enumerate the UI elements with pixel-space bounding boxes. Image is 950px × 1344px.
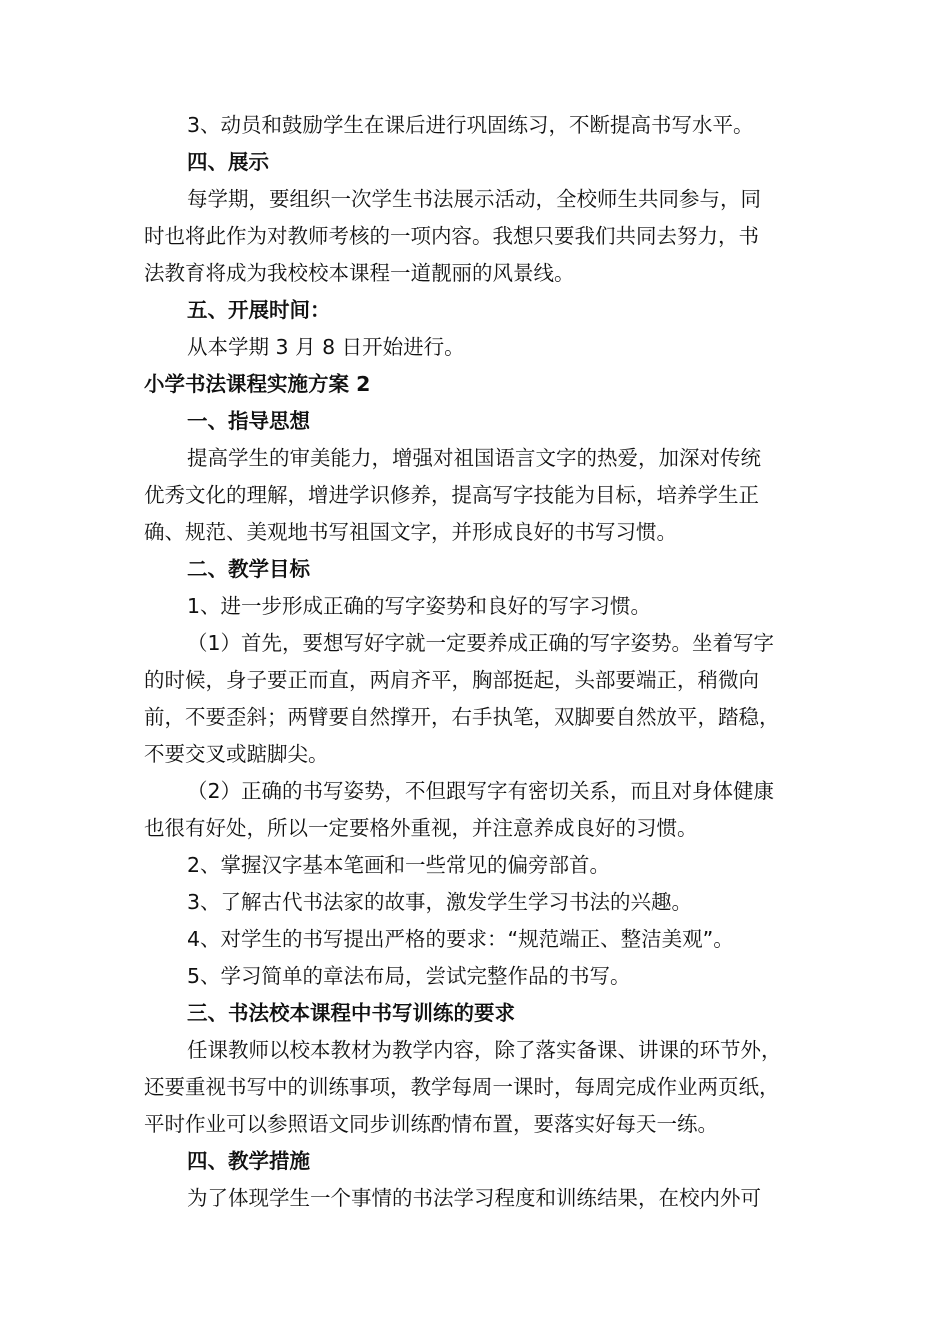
text-line: 任课教师以校本教材为教学内容，除了落实备课、讲课的环节外， [187, 1038, 782, 1062]
section-heading: 一、指导思想 [187, 409, 310, 433]
text-line: 平时作业可以参照语文同步训练酌情布置，要落实好每天一练。 [144, 1112, 718, 1136]
text-line: 不要交叉或踮脚尖。 [144, 742, 329, 766]
document-title: 小学书法课程实施方案 2 [144, 372, 371, 396]
text-line: 2、掌握汉字基本笔画和一些常见的偏旁部首。 [187, 853, 611, 877]
text-line: 也很有好处，所以一定要格外重视，并注意养成良好的习惯。 [144, 816, 698, 840]
text-line: 还要重视书写中的训练事项，教学每周一课时，每周完成作业两页纸， [144, 1075, 780, 1099]
text-line: 确、规范、美观地书写祖国文字，并形成良好的书写习惯。 [144, 520, 677, 544]
text-line: 前，不要歪斜；两臂要自然撑开，右手执笔，双脚要自然放平，踏稳， [144, 705, 780, 729]
section-heading: 三、书法校本课程中书写训练的要求 [187, 1001, 515, 1025]
section-heading: 二、教学目标 [187, 557, 310, 581]
text-line: 4、对学生的书写提出严格的要求：“规范端正、整洁美观”。 [187, 927, 734, 951]
text-line: 提高学生的审美能力，增强对祖国语言文字的热爱，加深对传统 [187, 446, 761, 470]
section-heading: 四、教学措施 [187, 1149, 310, 1173]
text-line: 5、学习简单的章法布局，尝试完整作品的书写。 [187, 964, 631, 988]
text-line: 1、进一步形成正确的写字姿势和良好的写字习惯。 [187, 594, 652, 618]
text-line: 从本学期 3 月 8 日开始进行。 [187, 335, 465, 359]
text-line: 的时候，身子要正而直，两肩齐平，胸部挺起，头部要端正，稍微向 [144, 668, 759, 692]
text-line: 3、动员和鼓励学生在课后进行巩固练习，不断提高书写水平。 [187, 113, 754, 137]
text-line: 时也将此作为对教师考核的一项内容。我想只要我们共同去努力，书 [144, 224, 759, 248]
text-line: 3、了解古代书法家的故事，激发学生学习书法的兴趣。 [187, 890, 693, 914]
text-line: 法教育将成为我校校本课程一道靓丽的风景线。 [144, 261, 575, 285]
text-line: 为了体现学生一个事情的书法学习程度和训练结果，在校内外可 [187, 1186, 761, 1210]
text-line: 每学期，要组织一次学生书法展示活动，全校师生共同参与，同 [187, 187, 761, 211]
section-heading: 四、展示 [187, 150, 269, 174]
text-line: （1）首先，要想写好字就一定要养成正确的写字姿势。坐着写字 [187, 631, 775, 655]
text-line: （2）正确的书写姿势，不但跟写字有密切关系，而且对身体健康 [187, 779, 775, 803]
section-heading: 五、开展时间： [187, 298, 331, 322]
text-line: 优秀文化的理解，增进学识修养，提高写字技能为目标，培养学生正 [144, 483, 759, 507]
